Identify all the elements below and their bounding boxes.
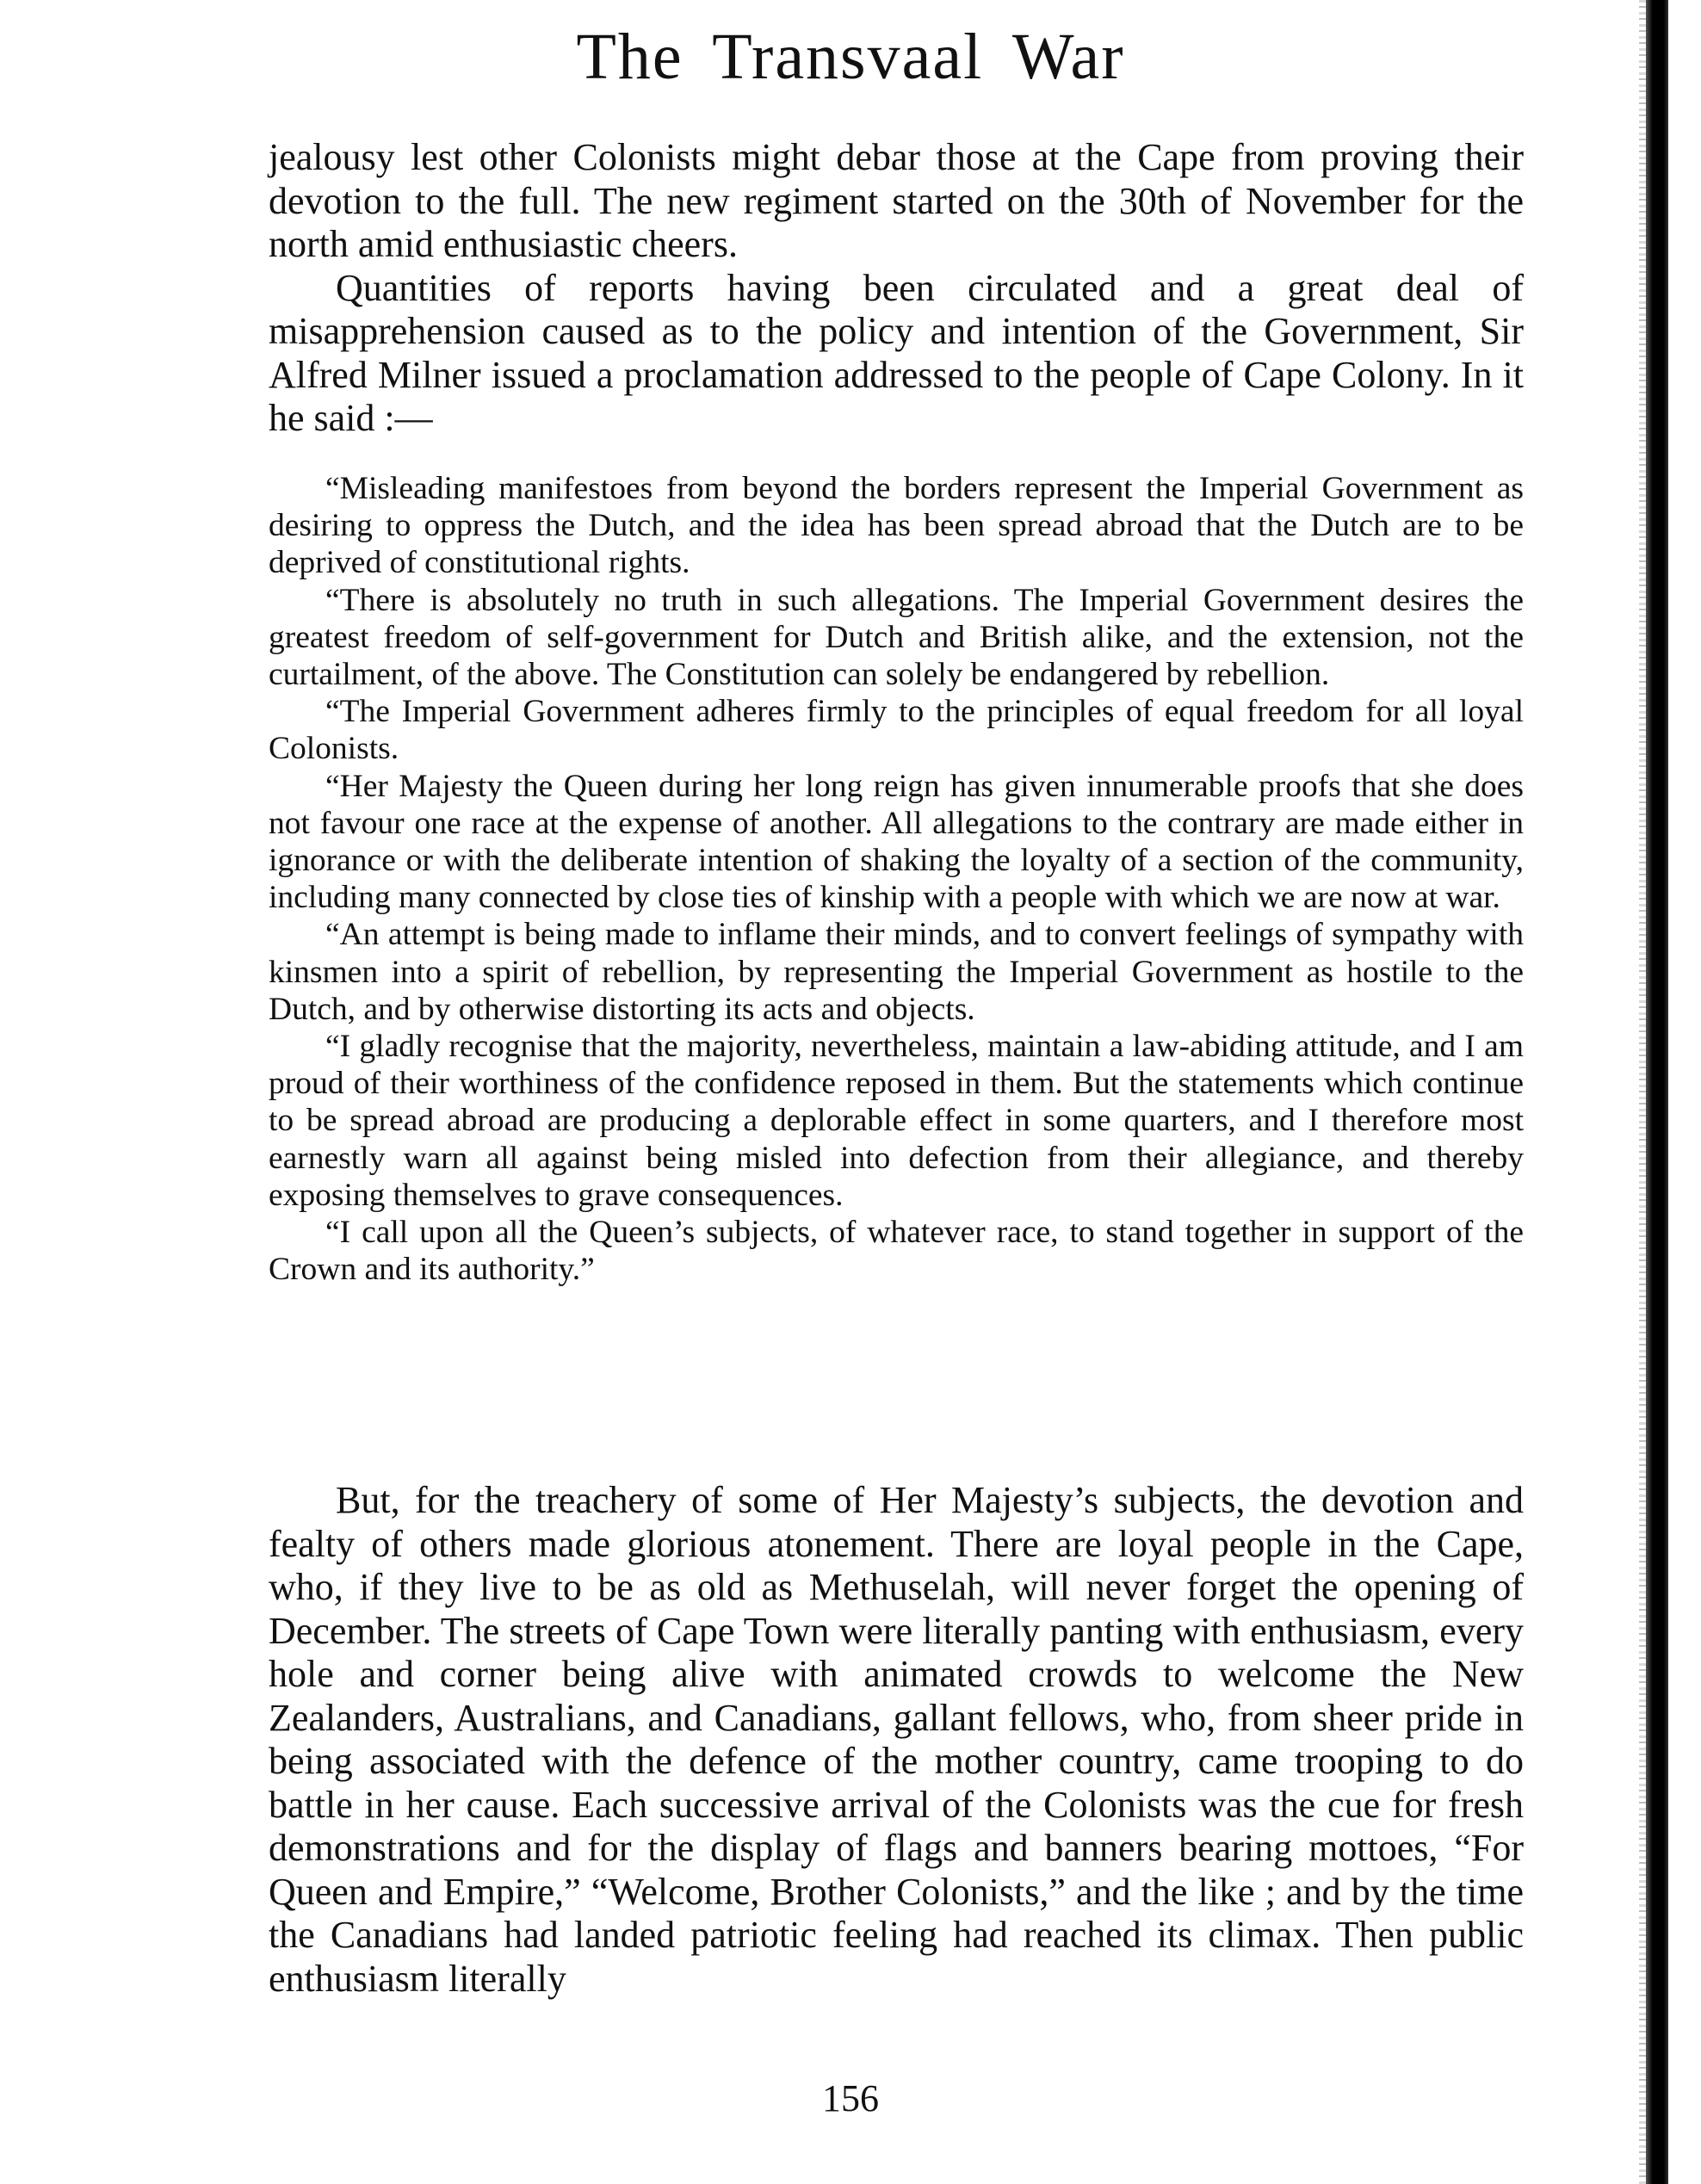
paragraph: jealousy lest other Colonists might debar those at the Cape from proving their devotion to the full. The new regiment started on the 30th of November for the north amid enthusiastic cheers. xyxy=(269,136,1524,265)
quote-paragraph: “I gladly recognise that the majority, nevertheless, maintain a law-abiding attitude, and I am proud of their worthiness of the confidence reposed in them. But the statements which continue to be spread abroad are producing a deplorable effect in some quarters, and I therefore most earnestly warn all against being misled into defection from their allegiance, and thereby exposing themselves to grave consequences. xyxy=(269,1029,1524,1213)
paragraph: Quantities of reports having been circulated and a great deal of misapprehension caused as to the policy and intention of the Government, Sir Alfred Milner issued a proclamation addressed to the people of Cape Colony. In it he said :— xyxy=(269,266,1524,439)
quote-paragraph: “There is absolutely no truth in such allegations. The Imperial Government desires the greatest freedom of self-government for Dutch and British alike, and the extension, not the curtailment, of the above. The Constitution can solely be endangered by rebellion. xyxy=(269,582,1524,693)
quote-paragraph: “The Imperial Government adheres firmly to the principles of equal freedom for all loyal Colonists. xyxy=(269,694,1524,767)
quote-paragraph: “I call upon all the Queen’s subjects, of whatever race, to stand together in support of the Crown and its authority.” xyxy=(269,1215,1524,1288)
quote-paragraph: “Her Majesty the Queen during her long reign has given innumerable proofs that she does not favour one race at the expense of another. All allegations to the contrary are made either in ignorance or with the deliberate intention of shaking the loyalty of a section of the community, including many connected by close ties of kinship with a people with which we are now at war. xyxy=(269,768,1524,916)
page-number: 156 xyxy=(822,2077,879,2119)
paragraph: But, for the treachery of some of Her Majesty’s subjects, the devotion and fealty of others made glorious atonement. There are loyal people in the Cape, who, if they live to be as old as Methuselah, will never forget the opening of December. The streets of Cape Town were literally panting with enthusiasm, every hole and corner being alive with animated crowds to welcome the New Zealanders, Australians, and Canadians, gallant fellows, who, from sheer pride in being associated with the defence of the mother country, came trooping to do battle in her cause. Each successive arrival of the Colonists was the cue for fresh demonstrations and for the display of flags and banners bearing mottoes, “For Queen and Empire,” “Welcome, Brother Colonists,” and the like ; and by the time the Canadians had landed patriotic feeling had reached its climax. Then public enthusiasm literally xyxy=(269,1479,1524,2000)
running-title: The Transvaal War xyxy=(576,21,1125,93)
closing-text xyxy=(269,1479,1524,2001)
quote-paragraph: “An attempt is being made to inflame their minds, and to convert feelings of sympathy with kinsmen into a spirit of rebellion, by representing the Imperial Government as hostile to the Dutch, and by otherwise distorting its acts and objects. xyxy=(269,917,1524,1027)
page-binding-shadow xyxy=(1646,0,1668,2184)
proclamation-quote xyxy=(269,470,1524,1288)
quote-paragraph: “Misleading manifestoes from beyond the borders represent the Imperial Government as desiring to oppress the Dutch, and the idea has been spread abroad that the Dutch are to be deprived of constitutional rights. xyxy=(269,471,1524,581)
intro-text xyxy=(269,136,1524,441)
